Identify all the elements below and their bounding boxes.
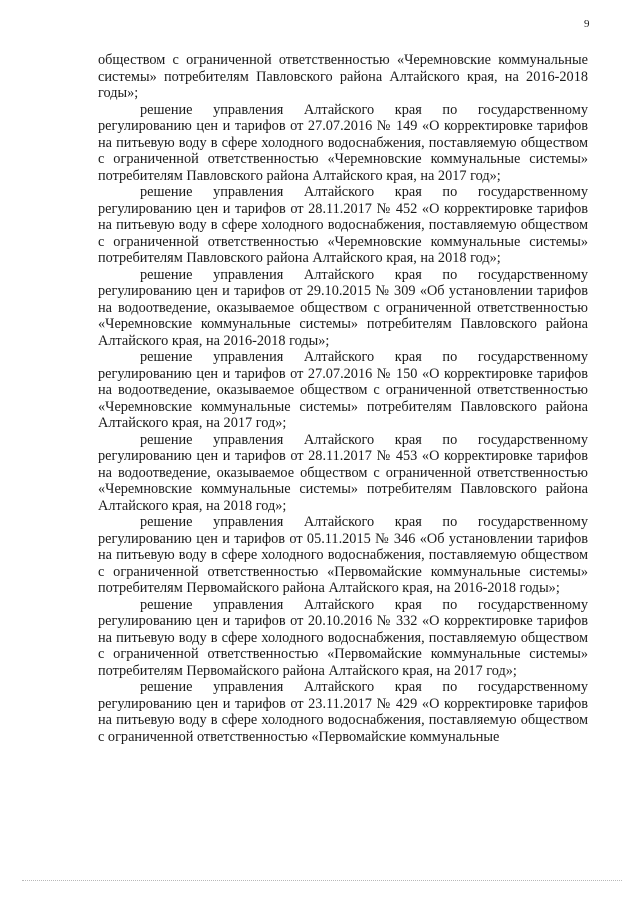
paragraph: решение управления Алтайского края по государственному регулированию цен и тарифов от 05.11.2015 № 346 «Об установлении тарифов на питьевую воду в сфере холодного водоснабжения, поставляемую обществом с ограниченной ответственностью «Первомайские коммунальные системы» потребителям Первомайского района Алтайского края, на 2016-2018 годы»; [98,514,588,596]
scan-edge-divider [22,880,622,881]
paragraph: решение управления Алтайского края по государственному регулированию цен и тарифов от 20.10.2016 № 332 «О корректировке тарифов на питьевую воду в сфере холодного водоснабжения, поставляемую обществом с ограниченной ответственностью «Первомайские коммунальные системы» потребителям Первомайского района Алтайского края, на 2017 год»; [98,596,588,679]
paragraph: решение управления Алтайского края по государственному регулированию цен и тарифов от 29.10.2015 № 309 «Об установлении тарифов на водоотведение, оказываемое обществом с ограниченной ответственностью «Черемновские коммунальные системы» потребителям Павловского района Алтайского края, на 2016-2018 годы»; [98,266,588,349]
paragraph: решение управления Алтайского края по государственному регулированию цен и тарифов от 28.11.2017 № 453 «О корректировке тарифов на водоотведение, оказываемое обществом с ограниченной ответственностью «Черемновские коммунальные системы» потребителям Павловского района Алтайского края, на 2018 год»; [98,431,588,514]
paragraph-continuation: обществом с ограниченной ответственностью «Черемновские коммунальные системы» потребителям Павловского района Алтайского края, на 2016-2018 годы»; [98,52,588,101]
document-body [98,52,588,745]
page-number: 9 [584,18,590,30]
paragraph: решение управления Алтайского края по государственному регулированию цен и тарифов от 23.11.2017 № 429 «О корректировке тарифов на питьевую воду в сфере холодного водоснабжения, поставляемую обществом с ограниченной ответственностью «Первомайские коммунальные [98,679,588,745]
paragraph: решение управления Алтайского края по государственному регулированию цен и тарифов от 28.11.2017 № 452 «О корректировке тарифов на питьевую воду в сфере холодного водоснабжения, поставляемую обществом с ограниченной ответственностью «Черемновские коммунальные системы» потребителям Павловского района Алтайского края, на 2018 год»; [98,184,588,266]
paragraph: решение управления Алтайского края по государственному регулированию цен и тарифов от 27.07.2016 № 149 «О корректировке тарифов на питьевую воду в сфере холодного водоснабжения, поставляемую обществом с ограниченной ответственностью «Черемновские коммунальные системы» потребителям Павловского района Алтайского края, на 2017 год»; [98,101,588,184]
paragraph: решение управления Алтайского края по государственному регулированию цен и тарифов от 27.07.2016 № 150 «О корректировке тарифов на водоотведение, оказываемое обществом с ограниченной ответственностью «Черемновские коммунальные системы» потребителям Павловского района Алтайского края, на 2017 год»; [98,349,588,431]
